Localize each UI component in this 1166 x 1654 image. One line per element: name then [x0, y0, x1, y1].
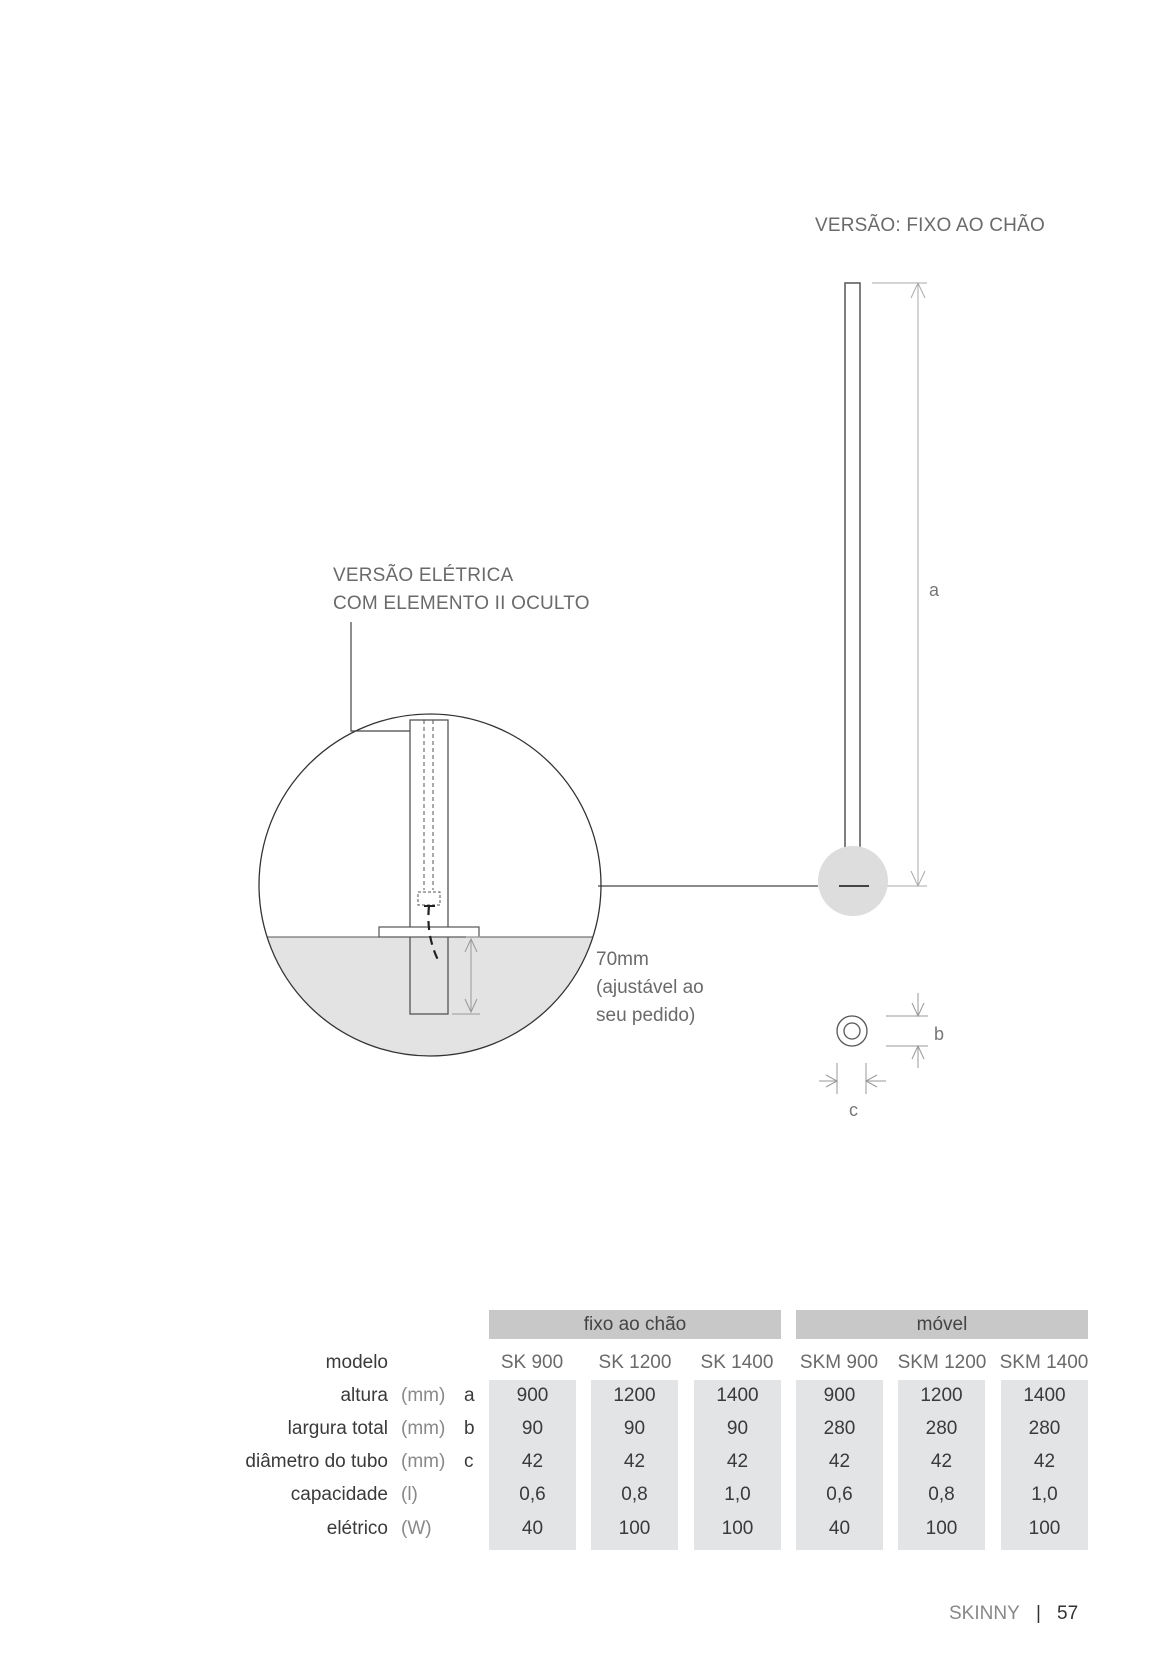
depth-note — [596, 946, 704, 1030]
table-cell: 0,8 — [928, 1484, 955, 1505]
table-cell: 40 — [828, 1518, 851, 1539]
row-key: b — [464, 1418, 475, 1439]
model-name: SKM 900 — [799, 1352, 879, 1373]
table-cell: 90 — [623, 1418, 646, 1439]
row-unit: (l) — [401, 1484, 418, 1505]
table-cell: 42 — [930, 1451, 953, 1472]
depth-note-line3: seu pedido) — [596, 1005, 696, 1026]
row-label: largura total — [287, 1418, 388, 1439]
row-unit: (mm) — [401, 1451, 446, 1472]
table-cell: 42 — [726, 1451, 749, 1472]
row-label: diâmetro do tubo — [245, 1451, 388, 1472]
depth-note-line1: 70mm — [596, 949, 649, 970]
table-cell: 900 — [516, 1385, 549, 1406]
row-unit: (W) — [401, 1518, 432, 1539]
version-title: VERSÃO: FIXO AO CHÃO — [815, 215, 1045, 236]
group-header-fixed: fixo ao chão — [489, 1310, 781, 1339]
table-cell: 0,6 — [519, 1484, 546, 1505]
table-cell: 40 — [521, 1518, 544, 1539]
radiator-side-view — [845, 283, 860, 886]
row-key: a — [464, 1385, 475, 1406]
footer-separator: | — [1036, 1603, 1041, 1624]
dimension-b-label: b — [934, 1024, 945, 1044]
table-cell: 900 — [823, 1385, 856, 1406]
dimension-c-label: c — [849, 1100, 858, 1120]
dimension-b — [886, 993, 928, 1068]
table-cell: 100 — [1028, 1518, 1061, 1539]
table-cell: 100 — [618, 1518, 651, 1539]
model-name: SK 900 — [500, 1352, 564, 1373]
row-label: altura — [340, 1385, 388, 1406]
model-name: SK 1400 — [700, 1352, 774, 1373]
table-cell: 42 — [1033, 1451, 1056, 1472]
note-leader-line — [351, 622, 410, 731]
tube-cross-section — [837, 1016, 867, 1046]
table-cell: 280 — [925, 1418, 958, 1439]
table-cell: 100 — [925, 1518, 958, 1539]
row-label: capacidade — [290, 1484, 388, 1505]
depth-note-line2: (ajustável ao — [596, 977, 704, 998]
table-cell: 100 — [721, 1518, 754, 1539]
table-cell: 0,8 — [621, 1484, 648, 1505]
row-key: c — [464, 1451, 474, 1472]
detail-view — [250, 714, 610, 1077]
model-name: SKM 1400 — [999, 1352, 1089, 1373]
page-number: 57 — [1057, 1603, 1079, 1624]
table-cell: 280 — [1028, 1418, 1061, 1439]
table-cell: 42 — [828, 1451, 851, 1472]
electric-note-line2: COM ELEMENTO II OCULTO — [333, 593, 590, 614]
table-cell: 1400 — [716, 1385, 759, 1406]
detail-callout-marker — [818, 846, 888, 916]
electric-note-line1: VERSÃO ELÉTRICA — [333, 565, 514, 586]
table-cell: 42 — [521, 1451, 544, 1472]
table-cell: 90 — [521, 1418, 544, 1439]
table-cell: 280 — [823, 1418, 856, 1439]
row-unit: (mm) — [401, 1385, 446, 1406]
table-cell: 1,0 — [1031, 1484, 1058, 1505]
table-cell: 1200 — [920, 1385, 963, 1406]
header-label: modelo — [325, 1352, 388, 1373]
row-label: elétrico — [326, 1518, 388, 1539]
table-cell: 0,6 — [826, 1484, 853, 1505]
table-cell: 42 — [623, 1451, 646, 1472]
dimension-a — [872, 283, 927, 886]
footer-product-name: SKINNY — [949, 1603, 1020, 1624]
table-cell: 1200 — [613, 1385, 656, 1406]
table-cell: 1,0 — [724, 1484, 751, 1505]
table-cell: 1400 — [1023, 1385, 1066, 1406]
table-cell: 90 — [726, 1418, 749, 1439]
row-unit: (mm) — [401, 1418, 446, 1439]
model-name: SK 1200 — [598, 1352, 672, 1373]
dimension-a-label: a — [929, 580, 940, 600]
model-name: SKM 1200 — [897, 1352, 987, 1373]
dimension-c — [819, 1063, 886, 1094]
group-header-mobile: móvel — [796, 1310, 1088, 1339]
